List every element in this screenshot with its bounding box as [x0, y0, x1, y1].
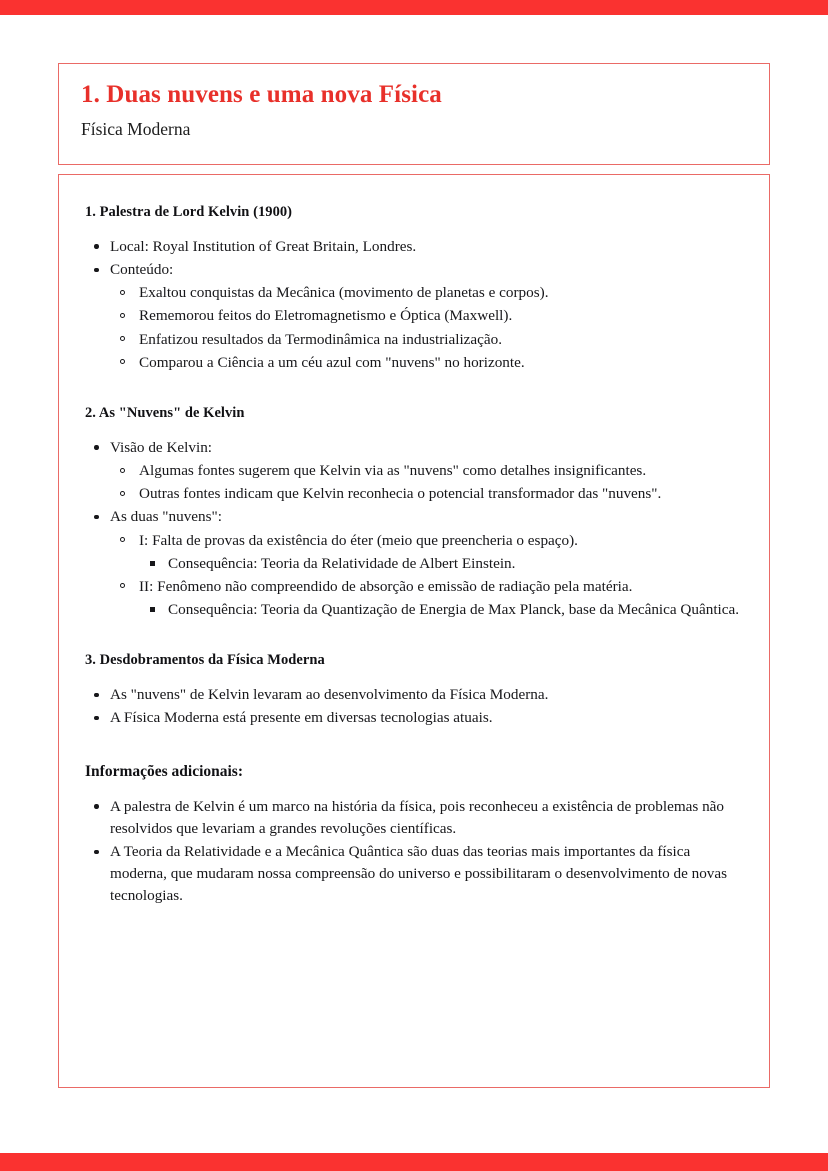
section-heading-2: 2. As "Nuvens" de Kelvin	[85, 404, 245, 421]
list-item	[110, 460, 743, 482]
list-item-text: II: Fenômeno não compreendido de absorção e emissão de radiação pela matéria.	[139, 577, 633, 595]
bullet-circle-icon	[120, 537, 125, 542]
list-item-text: Enfatizou resultados da Termodinâmica na industrialização.	[139, 330, 503, 348]
list-item-text: Consequência: Teoria da Quantização de Energia de Max Planck, base da Mecânica Quântica.	[168, 601, 740, 619]
additional-info-list	[85, 796, 743, 908]
list-item	[85, 236, 743, 258]
bullet-disc-icon	[94, 850, 99, 855]
list-item	[110, 305, 743, 327]
list-item-text: Exaltou conquistas da Mecânica (movimento de planetas e corpos).	[139, 284, 549, 302]
section-1-list	[85, 236, 743, 374]
list-item-text: A palestra de Kelvin é um marco na história da física, pois reconheceu a existência de problemas não resolvidos que levariam a grandes revoluções científicas.	[110, 797, 725, 837]
bullet-circle-icon	[120, 336, 125, 341]
list-item-text: Visão de Kelvin:	[110, 438, 213, 456]
list-item-text: A Teoria da Relatividade e a Mecânica Quântica são duas das teorias mais importantes da física moderna, que mudaram nossa compreensão do universo e possibilitaram o desenvolvimento de novas tecnologias.	[110, 843, 728, 905]
list-item	[85, 259, 743, 374]
bullet-circle-icon	[120, 313, 125, 318]
list-item	[110, 352, 743, 374]
list-item	[85, 707, 743, 729]
list-item	[110, 483, 743, 505]
section-2-list	[85, 437, 743, 622]
list-item	[110, 576, 743, 621]
bullet-disc-icon	[94, 268, 99, 273]
bottom-accent-bar	[0, 1153, 828, 1171]
sublist	[110, 530, 743, 622]
list-item	[85, 437, 743, 506]
bullet-circle-icon	[120, 583, 125, 588]
additional-info-heading: Informações adicionais:	[85, 762, 244, 780]
page-title: 1. Duas nuvens e uma nova Física	[81, 81, 442, 108]
bullet-disc-icon	[94, 515, 99, 520]
list-item	[85, 796, 743, 840]
bullet-disc-icon	[94, 804, 99, 809]
list-item-text: Rememorou feitos do Eletromagnetismo e Óptica (Maxwell).	[139, 307, 513, 325]
bullet-square-icon	[150, 561, 155, 566]
title-card	[58, 63, 770, 165]
list-item	[139, 599, 743, 621]
list-item-text: Local: Royal Institution of Great Britain, Londres.	[110, 237, 417, 255]
sublist	[110, 460, 743, 505]
bullet-disc-icon	[94, 445, 99, 450]
bullet-disc-icon	[94, 716, 99, 721]
list-item-text: I: Falta de provas da existência do éter (meio que preencheria o espaço).	[139, 531, 578, 549]
bullet-circle-icon	[120, 359, 125, 364]
list-item-text: Outras fontes indicam que Kelvin reconhecia o potencial transformador das "nuvens".	[139, 485, 662, 503]
list-item	[110, 329, 743, 351]
list-item-text: Consequência: Teoria da Relatividade de Albert Einstein.	[168, 554, 516, 572]
list-item	[85, 684, 743, 706]
bullet-square-icon	[150, 607, 155, 612]
page-subtitle: Física Moderna	[81, 118, 191, 139]
list-item-text: As duas "nuvens":	[110, 508, 222, 526]
list-item-text: As "nuvens" de Kelvin levaram ao desenvolvimento da Física Moderna.	[110, 686, 549, 704]
list-item	[85, 841, 743, 908]
sublist	[139, 599, 743, 621]
list-item-text: Algumas fontes sugerem que Kelvin via as "nuvens" como detalhes insignificantes.	[139, 462, 647, 479]
list-item-text: Conteúdo:	[110, 261, 174, 279]
bullet-circle-icon	[120, 290, 125, 295]
section-heading-1: 1. Palestra de Lord Kelvin (1900)	[85, 204, 293, 220]
top-accent-bar	[0, 0, 828, 15]
list-item	[110, 282, 743, 304]
section-3-list	[85, 684, 743, 729]
sublist	[139, 553, 743, 575]
list-item	[110, 530, 743, 575]
sublist	[110, 282, 743, 374]
list-item	[139, 553, 743, 575]
bullet-disc-icon	[94, 693, 99, 698]
section-heading-3: 3. Desdobramentos da Física Moderna	[85, 652, 325, 669]
bullet-disc-icon	[94, 244, 99, 249]
list-item	[85, 506, 743, 621]
bullet-circle-icon	[120, 468, 125, 473]
content-card	[58, 174, 770, 1088]
list-item-text: Comparou a Ciência a um céu azul com "nuvens" no horizonte.	[139, 353, 525, 371]
list-item-text: A Física Moderna está presente em diversas tecnologias atuais.	[110, 709, 493, 727]
bullet-circle-icon	[120, 491, 125, 496]
